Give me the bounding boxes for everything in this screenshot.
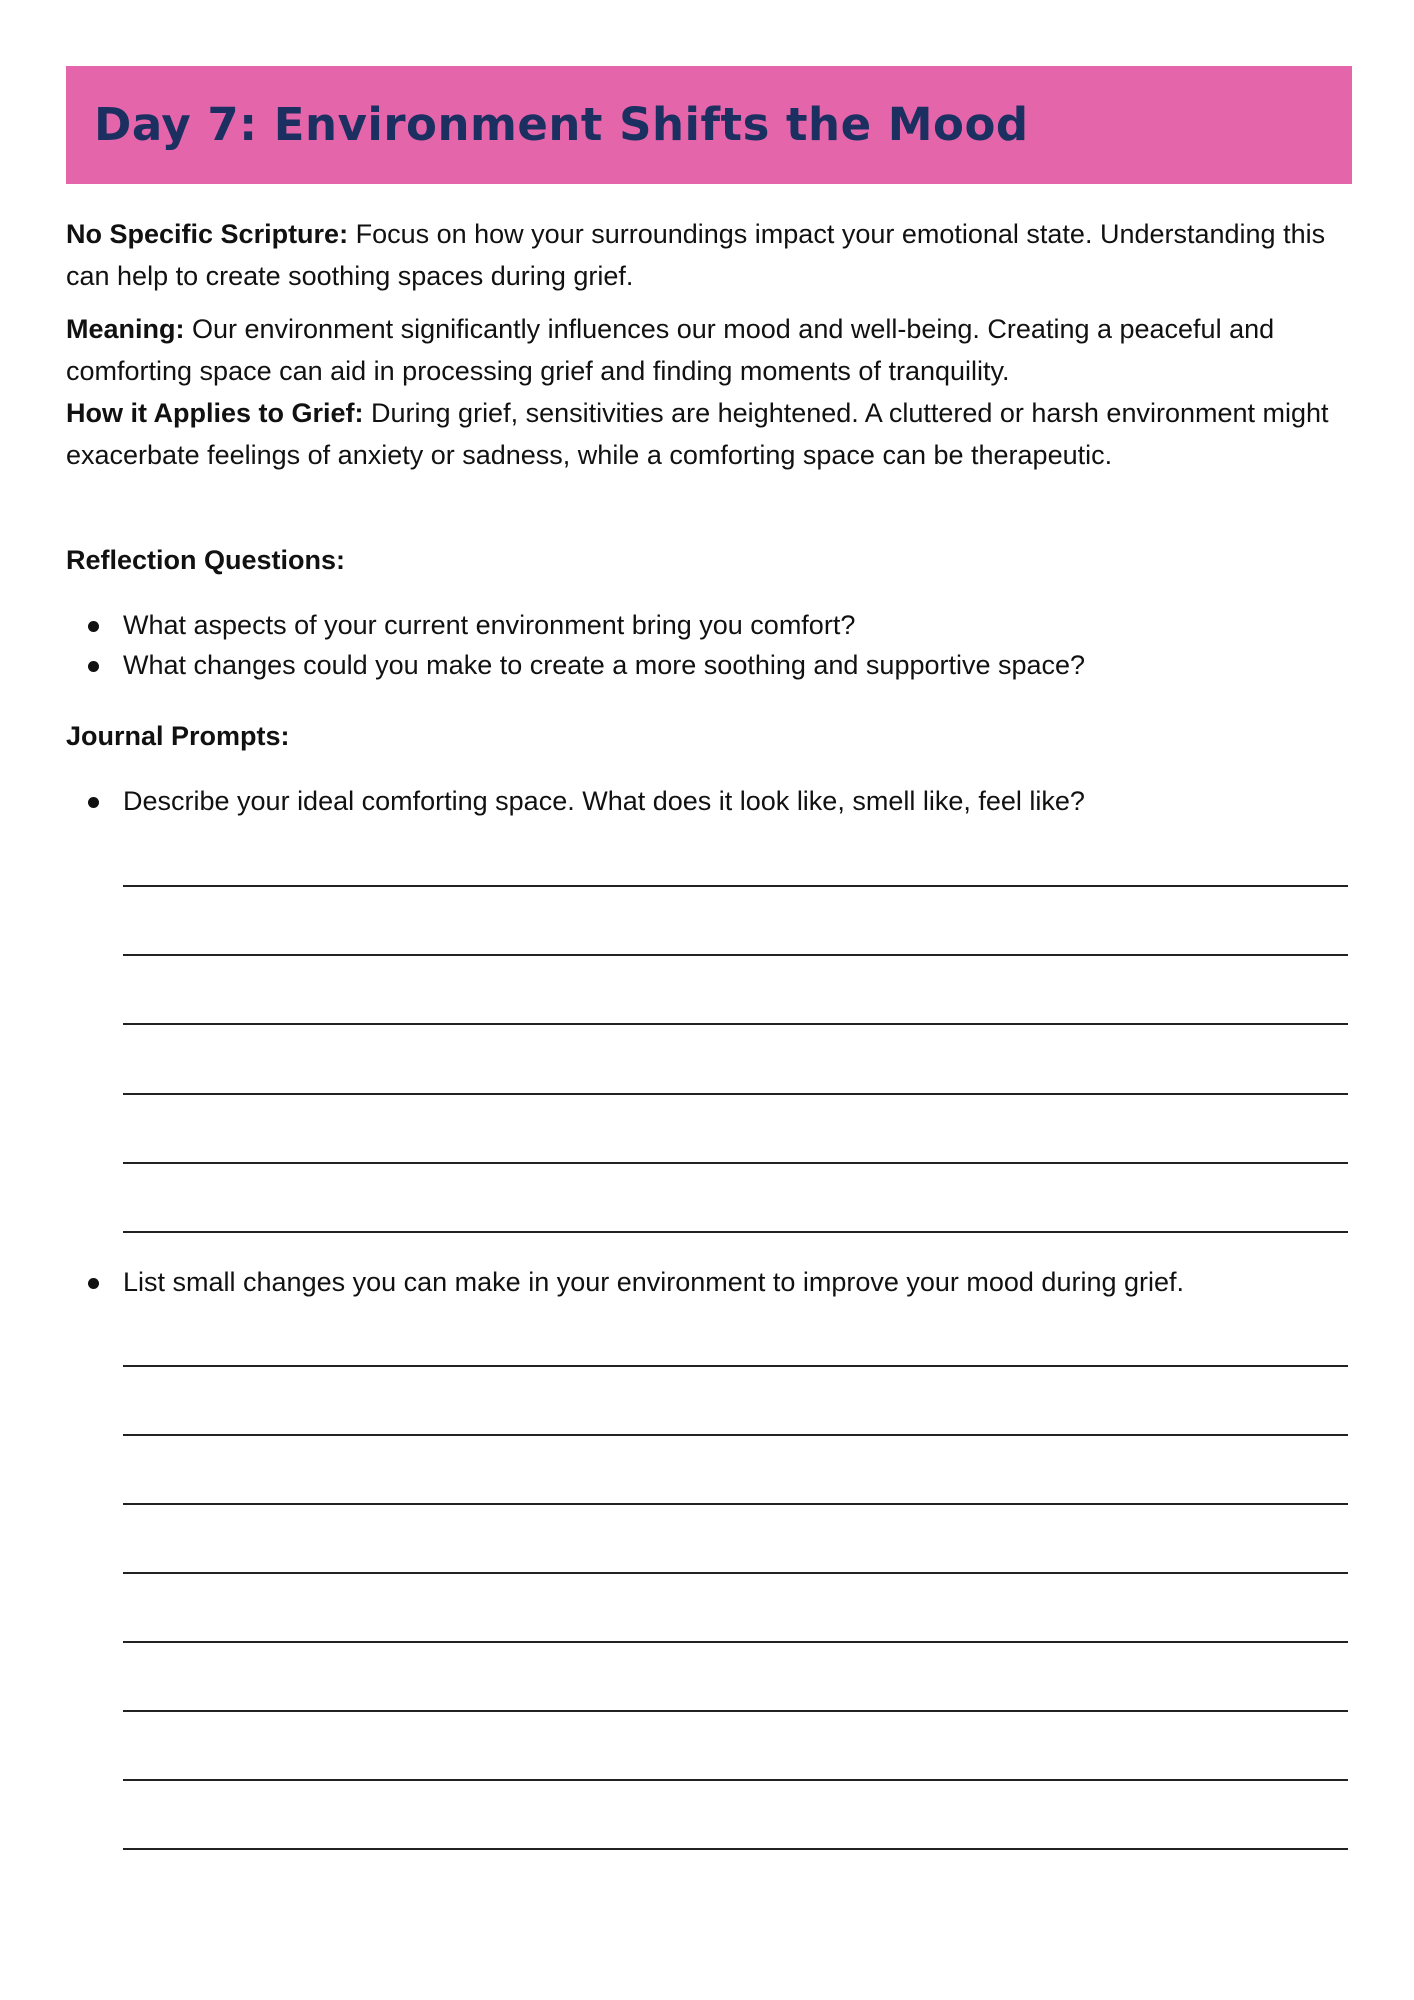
writing-line[interactable] — [123, 1023, 1348, 1025]
scripture-text: Focus on how your surroundings impact your emotional state. Understanding this can help to create soothing spaces during grief. — [66, 219, 1326, 291]
writing-line[interactable] — [123, 1434, 1348, 1436]
bullet-icon — [88, 621, 99, 632]
writing-line[interactable] — [123, 1162, 1348, 1164]
writing-line[interactable] — [123, 1710, 1348, 1712]
reflection-question-text: What aspects of your current environment bring you comfort? — [123, 610, 856, 640]
reflection-question — [66, 645, 1356, 685]
writing-line[interactable] — [123, 1093, 1348, 1095]
page-title: Day 7: Environment Shifts the Mood — [94, 98, 1029, 151]
journal-prompt — [66, 781, 1356, 821]
title-banner — [66, 66, 1352, 184]
reflection-heading: Reflection Questions: — [66, 545, 346, 575]
meaning-label: Meaning: — [66, 314, 185, 344]
journal-heading: Journal Prompts: — [66, 721, 290, 751]
writing-line[interactable] — [123, 885, 1348, 887]
writing-line[interactable] — [123, 1231, 1348, 1233]
bullet-icon — [88, 797, 99, 808]
writing-line[interactable] — [123, 1641, 1348, 1643]
bullet-icon — [88, 1278, 99, 1289]
journal-prompt-text: Describe your ideal comforting space. What does it look like, smell like, feel like? — [123, 786, 1085, 816]
reflection-question — [66, 605, 1356, 645]
writing-line[interactable] — [123, 1779, 1348, 1781]
meaning-paragraph — [66, 308, 1356, 392]
applies-paragraph — [66, 392, 1356, 476]
scripture-label: No Specific Scripture: — [66, 219, 349, 249]
bullet-icon — [88, 661, 99, 672]
writing-line[interactable] — [123, 1503, 1348, 1505]
applies-label: How it Applies to Grief: — [66, 398, 364, 428]
reflection-question-text: What changes could you make to create a more soothing and supportive space? — [123, 650, 1086, 680]
journal-prompt — [66, 1262, 1356, 1302]
scripture-paragraph — [66, 213, 1356, 297]
writing-line[interactable] — [123, 1365, 1348, 1367]
meaning-text: Our environment significantly influences our mood and well-being. Creating a peaceful and comforting space can aid in processing grief and finding moments of tranquility. — [66, 314, 1275, 386]
writing-line[interactable] — [123, 954, 1348, 956]
applies-text: During grief, sensitivities are heightened. A cluttered or harsh environment might exacerbate feelings of anxiety or sadness, while a comforting space can be therapeutic. — [66, 398, 1329, 470]
writing-line[interactable] — [123, 1848, 1348, 1850]
journal-prompt-text: List small changes you can make in your environment to improve your mood during grief. — [123, 1267, 1185, 1297]
writing-line[interactable] — [123, 1572, 1348, 1574]
